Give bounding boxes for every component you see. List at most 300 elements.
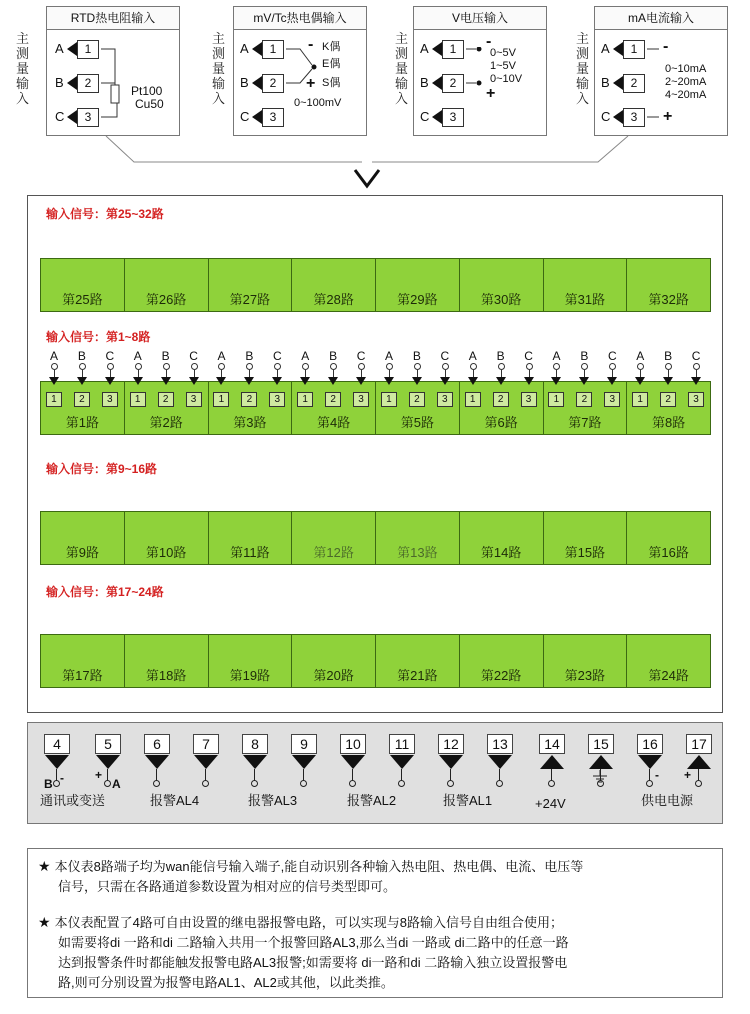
- abc-terminal: [40, 349, 68, 405]
- connector-ring-icon: [548, 780, 555, 787]
- abc-terminal: [180, 349, 208, 405]
- term-mark-plus-2: +: [684, 768, 692, 782]
- down-arrow-icon: [607, 377, 617, 385]
- channel-label: 第29路: [397, 292, 438, 307]
- connector-ring-icon: [302, 363, 309, 370]
- terminal-letter: A: [301, 349, 310, 363]
- down-arrow-icon: [189, 377, 199, 385]
- connector-ring-icon: [163, 363, 170, 370]
- tc-input-box: [233, 6, 367, 136]
- terminal-arrow-icon: [439, 755, 463, 769]
- terminal-letter: B: [580, 349, 589, 363]
- ma-range-3: 4~20mA: [665, 89, 707, 101]
- connector-ring-icon: [695, 780, 702, 787]
- v-title: V电压输入: [414, 7, 546, 30]
- terminal-number: 6: [144, 734, 170, 754]
- channel-label: 第17路: [62, 668, 103, 683]
- abc-terminal: [375, 349, 403, 405]
- label-al4: 报警AL4: [150, 793, 200, 808]
- terminal-arrow-icon: [638, 755, 662, 769]
- rtd-title: RTD热电阻输入: [47, 7, 179, 30]
- star-icon: ★: [38, 914, 51, 930]
- channel-cell: [626, 381, 711, 435]
- terminal-number: 2: [409, 392, 425, 407]
- note-2: ★ 本仪表配置了4路可自由设置的继电器报警电路，可以实现与8路输入信号自由组合使用； 如需要将di 一路和di 二路输入共用一个报警回路AL3,那么当di 一路或 di二路中的任意一路 达到报警条件时都能触发报警电路AL3报警;如需要将 di一路和di 二路输入独立设置报警电 路,则可分别设置为报警电路AL1、AL2或其他，以此类推。: [38, 914, 569, 990]
- terminal-14: [539, 734, 565, 754]
- connector-ring-icon: [646, 780, 653, 787]
- terminal-arrow-icon: [96, 755, 120, 769]
- connector-ring-icon: [693, 363, 700, 370]
- connector-ring-icon: [104, 780, 111, 787]
- label-power: 供电电源: [641, 793, 694, 808]
- tc-s-label: S偶: [322, 77, 341, 89]
- connector-ring-icon: [498, 363, 505, 370]
- terminal-letter: C: [189, 349, 198, 363]
- channel-label: 第22路: [480, 668, 522, 683]
- terminal-letter: A: [133, 349, 142, 363]
- terminal-number: 3: [353, 392, 369, 407]
- channel-cell: [626, 258, 711, 312]
- abc-terminal: [626, 349, 654, 405]
- connector-ring-icon: [274, 363, 281, 370]
- channel-cell: [40, 634, 125, 688]
- down-arrow-icon: [328, 377, 338, 385]
- main-input-label-1: 主测量输入: [16, 32, 30, 107]
- group-label-9-16: 输入信号：第9~16路: [46, 462, 158, 476]
- label-al3: 报警AL3: [248, 793, 298, 808]
- v-range-3: 0~10V: [490, 73, 523, 85]
- label-al2: 报警AL2: [347, 793, 397, 808]
- terminal-number: 4: [44, 734, 70, 754]
- terminal-letter: A: [636, 349, 645, 363]
- v-wiring-icon: [466, 47, 490, 87]
- channel-label: 第30路: [480, 292, 522, 307]
- connector-ring-icon: [581, 363, 588, 370]
- connector-ring-icon: [202, 780, 209, 787]
- channel-cell: [124, 381, 209, 435]
- down-arrow-icon: [691, 377, 701, 385]
- terminal-number: 3: [102, 392, 118, 407]
- terminal-number: 1: [297, 392, 313, 407]
- channel-cell: [459, 511, 544, 565]
- down-arrow-icon: [468, 377, 478, 385]
- connector-ring-icon: [79, 363, 86, 370]
- terminal-13: [487, 734, 513, 754]
- terminal-arrow-icon: [488, 755, 512, 769]
- channel-label: 第1路: [65, 415, 99, 430]
- channel-cell: [626, 634, 711, 688]
- ma-minus-sign: -: [663, 38, 669, 55]
- tc-terminal-c: C 3: [240, 107, 286, 127]
- star-icon: ★: [38, 858, 51, 874]
- connector-ring-icon: [358, 363, 365, 370]
- abc-group: [208, 349, 292, 405]
- connector-ring-icon: [609, 363, 616, 370]
- channel-label: 第10路: [145, 545, 187, 560]
- terminal-number: 2: [660, 392, 676, 407]
- abc-terminal: [208, 349, 236, 405]
- channel-cell: [291, 634, 376, 688]
- terminal-number: 2: [241, 392, 257, 407]
- down-arrow-icon: [663, 377, 673, 385]
- abc-terminal: [543, 349, 571, 405]
- rtd-wiring-icon: [101, 45, 125, 123]
- channel-row-17-24: [40, 634, 710, 688]
- channel-cell: [291, 381, 376, 435]
- channel-cell: [459, 381, 544, 435]
- terminal-number: 14: [539, 734, 565, 754]
- terminal-letter: B: [329, 349, 338, 363]
- terminal-letter: C: [691, 349, 701, 363]
- channel-label: 第9路: [65, 545, 99, 560]
- tc-plus-sign: +: [306, 75, 316, 92]
- connector-ring-icon: [665, 363, 672, 370]
- terminal-number: 1: [381, 392, 397, 407]
- terminal-9: [291, 734, 317, 754]
- connector-ring-icon: [414, 363, 421, 370]
- terminal-letter: A: [217, 349, 226, 363]
- channel-cell: [124, 634, 209, 688]
- channel-label: 第23路: [564, 668, 606, 683]
- connector-ring-icon: [153, 780, 160, 787]
- down-arrow-icon: [244, 377, 254, 385]
- term-mark-minus-2: -: [655, 768, 659, 782]
- channel-cell: [459, 258, 544, 312]
- terminal-arrow-icon: [540, 755, 564, 769]
- terminal-number: 1: [548, 392, 564, 407]
- terminal-number: 1: [46, 392, 62, 407]
- label-comm: 通讯或变送: [40, 793, 106, 808]
- channel-row-25-32: [40, 258, 710, 312]
- terminal-arrow-icon: [292, 755, 316, 769]
- down-arrow-icon: [635, 377, 645, 385]
- down-arrow-icon: [133, 377, 143, 385]
- channel-label: 第32路: [648, 292, 689, 307]
- abc-terminal: [235, 349, 263, 405]
- ma-plus-sign: +: [663, 108, 673, 125]
- terminal-number: 2: [74, 392, 90, 407]
- rtd-terminal-c: C 3: [55, 107, 101, 127]
- terminal-letter: C: [356, 349, 366, 363]
- terminal-arrow-icon: [45, 755, 69, 769]
- terminal-letter: A: [552, 349, 561, 363]
- v-range-2: 1~5V: [490, 60, 516, 72]
- terminal-letter: B: [161, 349, 170, 363]
- tc-terminal-a: A 1: [240, 39, 286, 59]
- down-arrow-icon: [384, 377, 394, 385]
- terminal-arrow-icon: [145, 755, 169, 769]
- terminal-number: 7: [193, 734, 219, 754]
- terminal-number: 10: [340, 734, 366, 754]
- terminal-number: 9: [291, 734, 317, 754]
- channel-cell: [375, 634, 460, 688]
- terminal-number: 16: [637, 734, 663, 754]
- channel-label: 第8路: [652, 415, 686, 430]
- term-mark-minus: -: [60, 771, 64, 785]
- down-arrow-icon: [440, 377, 450, 385]
- terminal-letter: B: [77, 349, 86, 363]
- tc-range: 0~100mV: [294, 97, 342, 109]
- abc-terminal: [682, 349, 710, 405]
- terminal-letter: C: [105, 349, 115, 363]
- terminal-number: 3: [186, 392, 202, 407]
- down-arrow-icon: [524, 377, 534, 385]
- terminal-number: 1: [130, 392, 146, 407]
- abc-terminal: [431, 349, 459, 405]
- channel-cell: [124, 511, 209, 565]
- abc-group: [459, 349, 543, 405]
- terminal-letter: B: [496, 349, 505, 363]
- connector-ring-icon: [246, 363, 253, 370]
- channel-row-1-8: [40, 381, 710, 435]
- terminal-number: 3: [437, 392, 453, 407]
- channel-label: 第31路: [564, 292, 606, 307]
- abc-terminal: [459, 349, 487, 405]
- abc-terminal: [347, 349, 375, 405]
- connector-ring-icon: [135, 363, 142, 370]
- tc-e-label: E偶: [322, 58, 341, 70]
- terminal-number: 3: [521, 392, 537, 407]
- terminal-17: [686, 734, 712, 754]
- connector-ring-icon: [386, 363, 393, 370]
- channel-label: 第3路: [233, 415, 267, 430]
- terminal-number: 1: [213, 392, 229, 407]
- term-mark-plus: +: [95, 768, 103, 782]
- abc-group: [124, 349, 208, 405]
- terminal-number: 3: [269, 392, 285, 407]
- label-al1: 报警AL1: [443, 793, 493, 808]
- channel-label: 第13路: [397, 545, 438, 560]
- terminal-number: 15: [588, 734, 614, 754]
- channel-label: 第19路: [229, 668, 271, 683]
- terminal-number: 17: [686, 734, 712, 754]
- down-arrow-icon: [551, 377, 561, 385]
- main-input-label-2: 主测量输入: [212, 32, 226, 107]
- down-arrow-icon: [216, 377, 226, 385]
- terminal-number: 2: [576, 392, 592, 407]
- abc-terminal: [263, 349, 291, 405]
- label-24v: +24V: [535, 796, 566, 811]
- connector-ring-icon: [191, 363, 198, 370]
- down-arrow-icon: [300, 377, 310, 385]
- channel-label: 第16路: [648, 545, 689, 560]
- connector-ring-icon: [553, 363, 560, 370]
- channel-cell: [208, 258, 293, 312]
- channel-label: 第21路: [397, 668, 438, 683]
- channel-cell: [208, 381, 293, 435]
- tc-minus-sign: -: [308, 36, 314, 53]
- terminal-letter: B: [412, 349, 421, 363]
- channel-row-9-16: [40, 511, 710, 565]
- abc-terminal: [96, 349, 124, 405]
- channel-cell: [459, 634, 544, 688]
- down-arrow-icon: [49, 377, 59, 385]
- connector-ring-icon: [107, 363, 114, 370]
- rtd-terminal-b: B 2: [55, 73, 101, 93]
- group-label-25-32: 输入信号：第25~32路: [46, 207, 164, 221]
- connector-ring-icon: [637, 363, 644, 370]
- terminal-number: 2: [493, 392, 509, 407]
- terminal-5: [95, 734, 121, 754]
- ma-range-1: 0~10mA: [665, 63, 707, 75]
- abc-terminal: [152, 349, 180, 405]
- channel-cell: [543, 634, 628, 688]
- terminal-letter: C: [272, 349, 282, 363]
- down-arrow-icon: [272, 377, 282, 385]
- connector-ring-icon: [442, 363, 449, 370]
- ground-icon: [590, 770, 610, 784]
- rtd-input-box: [46, 6, 180, 136]
- ma-input-box: [594, 6, 728, 136]
- v-terminal-a: A 1: [420, 39, 466, 59]
- v-plus-sign: +: [486, 85, 496, 102]
- rtd-terminal-a: A 1: [55, 39, 101, 59]
- rtd-sensor-pt100: Pt100: [131, 84, 163, 98]
- tc-title: mV/Tc热电偶输入: [234, 7, 366, 30]
- connector-ring-icon: [398, 780, 405, 787]
- connector-ring-icon: [53, 780, 60, 787]
- group-label-17-24: 输入信号：第17~24路: [46, 585, 164, 599]
- channel-label: 第20路: [313, 668, 354, 683]
- v-input-box: [413, 6, 547, 136]
- tc-wiring-icon: [286, 43, 322, 91]
- channel-label: 第28路: [313, 292, 354, 307]
- abc-terminal: [515, 349, 543, 405]
- terminal-number: 13: [487, 734, 513, 754]
- terminal-letter: A: [49, 349, 58, 363]
- down-arrow-icon: [412, 377, 422, 385]
- terminal-8: [242, 734, 268, 754]
- channel-cell: [543, 381, 628, 435]
- channel-label: 第11路: [230, 545, 270, 560]
- terminal-number: 2: [158, 392, 174, 407]
- abc-terminal: [487, 349, 515, 405]
- channel-label: 第6路: [484, 415, 518, 430]
- channel-label: 第24路: [648, 668, 689, 683]
- down-arrow-icon: [105, 377, 115, 385]
- main-input-label-4: 主测量输入: [576, 32, 590, 107]
- abc-terminal: [291, 349, 319, 405]
- terminal-16: [637, 734, 663, 754]
- abc-terminal: [654, 349, 682, 405]
- connector-ring-icon: [300, 780, 307, 787]
- terminal-number: 11: [389, 734, 415, 754]
- v-range-1: 0~5V: [490, 47, 516, 59]
- abc-group: [543, 349, 627, 405]
- terminal-number: 2: [325, 392, 341, 407]
- ma-wiring-icon: [647, 45, 663, 119]
- channel-cell: [40, 258, 125, 312]
- terminal-number: 1: [465, 392, 481, 407]
- channel-cell: [124, 258, 209, 312]
- channel-label: 第18路: [145, 668, 187, 683]
- channel-label: 第27路: [229, 292, 271, 307]
- term-mark-b: B: [44, 777, 53, 791]
- terminal-letter: C: [440, 349, 450, 363]
- down-arrow-icon: [355, 170, 379, 186]
- terminal-letter: A: [468, 349, 477, 363]
- abc-group: [626, 349, 710, 405]
- terminal-letter: C: [607, 349, 617, 363]
- abc-group: [291, 349, 375, 405]
- channel-label: 第7路: [568, 415, 602, 430]
- terminal-arrow-icon: [341, 755, 365, 769]
- connector-ring-icon: [251, 780, 258, 787]
- down-arrow-icon: [161, 377, 171, 385]
- connector-ring-icon: [349, 780, 356, 787]
- down-arrow-icon: [496, 377, 506, 385]
- terminal-10: [340, 734, 366, 754]
- terminal-12: [438, 734, 464, 754]
- abc-terminal: [570, 349, 598, 405]
- channel-cell: [40, 381, 125, 435]
- terminal-number: 8: [242, 734, 268, 754]
- connector-ring-icon: [447, 780, 454, 787]
- channel-label: 第2路: [149, 415, 183, 430]
- channel-cell: [40, 511, 125, 565]
- v-terminal-b: B 2: [420, 73, 466, 93]
- v-terminal-c: C 3: [420, 107, 466, 127]
- channel-cell: [375, 511, 460, 565]
- channel-cell: [543, 258, 628, 312]
- abc-group: [375, 349, 459, 405]
- down-arrow-icon: [579, 377, 589, 385]
- tc-k-label: K偶: [322, 41, 341, 53]
- ma-terminal-c: C 3: [601, 107, 647, 127]
- rtd-sensor-cu50: Cu50: [135, 97, 164, 111]
- down-arrow-icon: [356, 377, 366, 385]
- abc-terminal: [68, 349, 96, 405]
- channel-label: 第15路: [564, 545, 606, 560]
- terminal-arrow-icon: [194, 755, 218, 769]
- terminal-arrow-icon: [390, 755, 414, 769]
- terminal-number: 3: [604, 392, 620, 407]
- channel-cell: [208, 634, 293, 688]
- channel-cell: [543, 511, 628, 565]
- abc-group: [40, 349, 124, 405]
- terminal-number: 1: [632, 392, 648, 407]
- down-arrow-icon: [77, 377, 87, 385]
- abc-terminal: [319, 349, 347, 405]
- term-mark-a: A: [112, 777, 121, 791]
- connector-ring-icon: [470, 363, 477, 370]
- connector-ring-icon: [330, 363, 337, 370]
- ma-title: mA电流输入: [595, 7, 727, 30]
- connector-ring-icon: [496, 780, 503, 787]
- terminal-letter: B: [664, 349, 673, 363]
- tc-terminal-b: B 2: [240, 73, 286, 93]
- converge-lines: [0, 136, 750, 192]
- terminal-number: 5: [95, 734, 121, 754]
- terminal-letter: C: [524, 349, 533, 363]
- terminal-arrow-icon: [243, 755, 267, 769]
- terminal-letter: A: [384, 349, 393, 363]
- ma-terminal-b: B 2: [601, 73, 647, 93]
- terminal-letter: B: [245, 349, 254, 363]
- ma-terminal-a: A 1: [601, 39, 647, 59]
- v-minus-sign: -: [486, 33, 492, 50]
- note-1: ★ 本仪表8路端子均为wan能信号输入端子,能自动识别各种输入热电阻、热电偶、电流、电压等 信号，只需在各路通道参数设置为相对应的信号类型即可。: [38, 858, 584, 894]
- terminal-arrow-icon: [589, 755, 613, 769]
- channel-label: 第5路: [400, 415, 434, 430]
- terminal-arrow-icon: [687, 755, 711, 769]
- channel-label: 第14路: [480, 545, 522, 560]
- channel-cell: [626, 511, 711, 565]
- channel-cell: [375, 381, 460, 435]
- channel-cell: [291, 511, 376, 565]
- terminal-15: [588, 734, 614, 754]
- channel-label: 第4路: [317, 415, 351, 430]
